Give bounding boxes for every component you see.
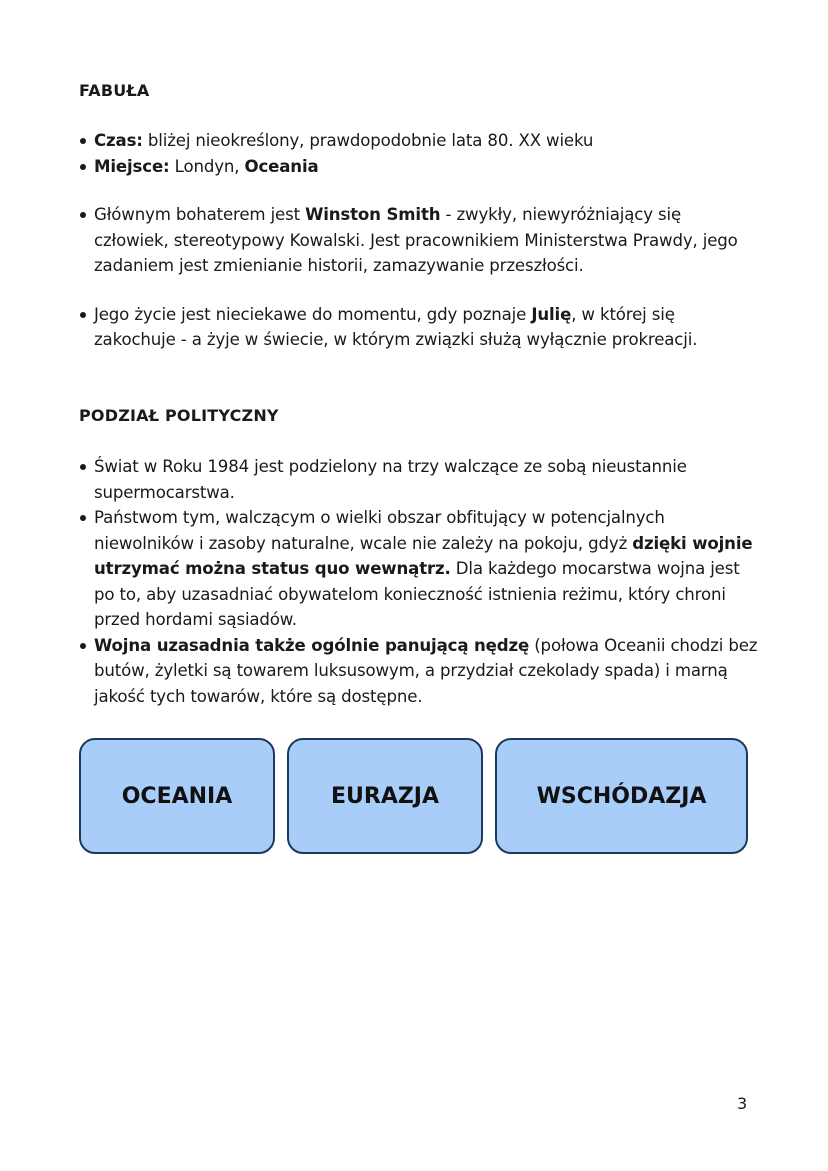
list-item-states	[79, 505, 759, 633]
text-span: Państwom tym, walczącym o wielki obszar obfitujący w potencjalnych niewolników i zasoby naturalne, wcale nie zależy na pokoju, gdyż	[94, 508, 665, 553]
list-item-war	[79, 633, 759, 710]
text-span: - zwykły, niewyróżniający się człowiek, stereotypowy Kowalski. Jest pracownikiem Ministerstwa Prawdy, jego zadaniem jest zmienianie historii, zamazywanie przeszłości.	[94, 205, 738, 275]
list-item-world	[79, 454, 759, 505]
bold-span: dzięki wojnie utrzymać można status quo wewnątrz.	[94, 533, 753, 578]
page-number: 3	[737, 1094, 748, 1113]
julia-name: Julię	[531, 304, 572, 324]
superstate-box-eurazja: EURAZJA	[287, 738, 483, 854]
text-span: Głównym bohaterem jest	[94, 205, 306, 224]
list-item-protagonist	[79, 202, 759, 279]
list-item-time	[79, 128, 759, 154]
podzial-list	[79, 454, 759, 709]
protagonist-name: Winston Smith	[305, 205, 441, 224]
section-heading-fabula: FABUŁA	[79, 81, 150, 100]
list-item-julia	[79, 302, 759, 353]
place-value: Londyn,	[169, 156, 245, 176]
text-span: Dla każdego mocarstwa wojna jest po to, aby uzasadniać obywatelom konieczność istnienia reżimu, który chroni przed hordami sąsiadów.	[94, 559, 740, 629]
section-heading-podzial: PODZIAŁ POLITYCZNY	[79, 406, 279, 425]
superstate-box-oceania: OCEANIA	[79, 738, 275, 854]
superstate-box-wschodazja: WSCHÓDAZJA	[495, 738, 748, 854]
place-label: Miejsce:	[94, 156, 170, 176]
time-value: bliżej nieokreślony, prawdopodobnie lata 80. XX wieku	[142, 131, 594, 150]
place-bold: Oceania	[244, 156, 319, 176]
list-item-place	[79, 154, 759, 180]
text-span: (połowa Oceanii chodzi bez butów, żyletki są towarem luksusowym, a przydział czekolady spada) i marną jakość tych towarów, które są dostępne.	[94, 635, 758, 706]
bold-span: Wojna uzasadnia także ogólnie panującą nędzę	[94, 635, 530, 655]
text-span: Jego życie jest nieciekawe do momentu, gdy poznaje	[94, 304, 532, 324]
fabula-list	[79, 128, 759, 353]
time-label: Czas:	[94, 131, 143, 150]
text-span: Świat w Roku 1984 jest podzielony na trzy walczące ze sobą nieustannie supermocarstwa.	[94, 457, 687, 502]
text-span: , w której się zakochuje - a żyje w świecie, w którym związki służą wyłącznie prokreacji.	[94, 304, 698, 349]
